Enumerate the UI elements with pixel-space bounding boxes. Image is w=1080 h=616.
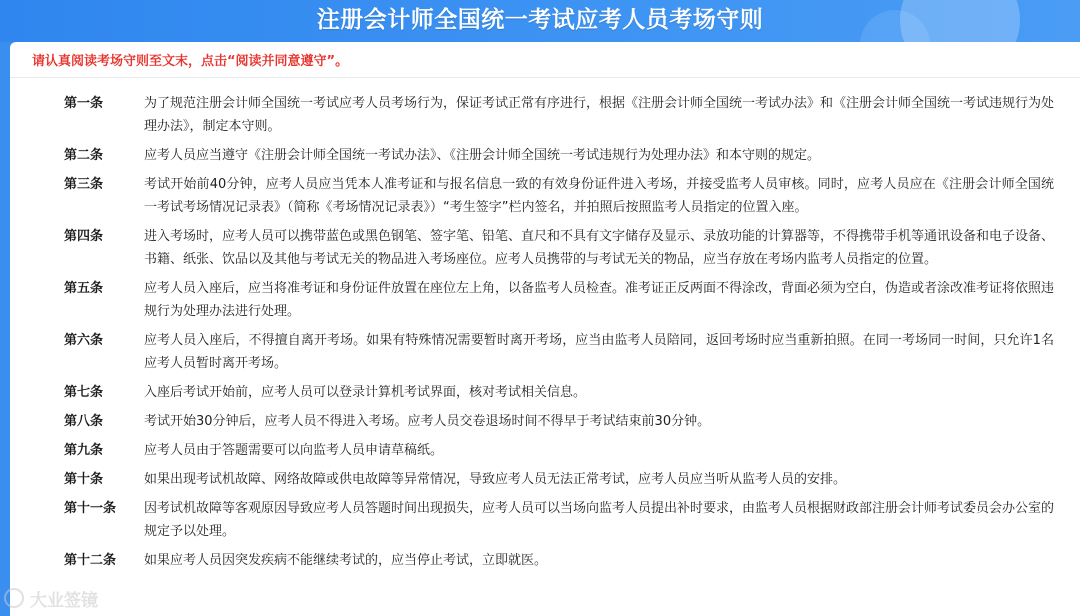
rule-label: 第十二条 (64, 553, 117, 568)
rule-label: 第二条 (64, 148, 104, 163)
rules-list (10, 92, 1080, 578)
rule-item (10, 277, 1080, 323)
rule-item (10, 225, 1080, 271)
rule-item (10, 381, 1080, 404)
watermark-text: 大业签镜 (30, 590, 98, 611)
rule-item (10, 549, 1080, 572)
rule-item (10, 497, 1080, 543)
page-title: 注册会计师全国统一考试应考人员考场守则 (316, 7, 764, 33)
rule-item (10, 410, 1080, 433)
rule-item (10, 329, 1080, 375)
rule-label: 第六条 (64, 333, 104, 348)
watermark (4, 585, 98, 611)
rule-label: 第十条 (64, 472, 104, 487)
header-bar (0, 0, 1080, 42)
rule-item (10, 92, 1080, 138)
rule-label: 第三条 (64, 177, 104, 192)
reading-notice: 请认真阅读考场守则至文末，点击“阅读并同意遵守”。 (32, 54, 349, 69)
rule-text: 应考人员应当遵守《注册会计师全国统一考试办法》、《注册会计师全国统一考试违规行为处理办法》和本守则的规定。 (144, 148, 821, 163)
rule-text: 考试开始前40分钟，应考人员应当凭本人准考证和与报名信息一致的有效身份证件进入考场，并接受监考人员审核。同时，应考人员应在《注册会计师全国统一考试考场情况记录表》（简称《考场情况记录表》）“考生签字”栏内签名，并拍照后按照监考人员指定的位置入座。 (144, 177, 1054, 215)
rule-text: 如果出现考试机故障、网络故障或供电故障等异常情况，导致应考人员无法正常考试，应考人员应当听从监考人员的安排。 (144, 472, 847, 487)
rule-item (10, 439, 1080, 462)
rule-text: 如果应考人员因突发疾病不能继续考试的，应当停止考试，立即就医。 (144, 553, 548, 568)
rule-text: 为了规范注册会计师全国统一考试应考人员考场行为，保证考试正常有序进行，根据《注册会计师全国统一考试办法》和《注册会计师全国统一考试违规行为处理办法》，制定本守则。 (144, 96, 1055, 134)
rule-text: 应考人员由于答题需要可以向监考人员申请草稿纸。 (144, 443, 444, 458)
rule-label: 第七条 (64, 385, 104, 400)
rule-text: 应考人员入座后，不得擅自离开考场。如果有特殊情况需要暂时离开考场，应当由监考人员陪同，返回考场时应当重新拍照。在同一考场同一时间，只允许1名应考人员暂时离开考场。 (144, 333, 1054, 371)
rule-label: 第五条 (64, 281, 104, 296)
watermark-logo-icon (4, 588, 24, 608)
rule-text: 应考人员入座后，应当将准考证和身份证件放置在座位左上角，以备监考人员检查。准考证正反两面不得涂改，背面必须为空白，伪造或者涂改准考证将依照违规行为处理办法进行处理。 (144, 281, 1055, 319)
rule-item (10, 468, 1080, 491)
rule-label: 第十一条 (64, 501, 117, 516)
rule-label: 第八条 (64, 414, 104, 429)
rule-text: 因考试机故障等客观原因导致应考人员答题时间出现损失，应考人员可以当场向监考人员提出补时要求，由监考人员根据财政部注册会计师考试委员会办公室的规定予以处理。 (144, 501, 1055, 539)
rules-panel[interactable] (10, 42, 1080, 616)
rule-text: 考试开始30分钟后，应考人员不得进入考场。应考人员交卷退场时间不得早于考试结束前30分钟。 (144, 414, 711, 429)
rule-label: 第四条 (64, 229, 104, 244)
rule-item (10, 173, 1080, 219)
rule-label: 第一条 (64, 96, 104, 111)
rule-text: 入座后考试开始前，应考人员可以登录计算机考试界面，核对考试相关信息。 (144, 385, 587, 400)
rule-label: 第九条 (64, 443, 104, 458)
rule-item (10, 144, 1080, 167)
rule-text: 进入考场时，应考人员可以携带蓝色或黑色钢笔、签字笔、铅笔、直尺和不具有文字储存及显示、录放功能的计算器等，不得携带手机等通讯设备和电子设备、书籍、纸张、饮品以及其他与考试无关的物品进入考场座位。应考人员携带的与考试无关的物品，应当存放在考场内监考人员指定的位置。 (144, 229, 1055, 267)
divider (10, 77, 1080, 78)
